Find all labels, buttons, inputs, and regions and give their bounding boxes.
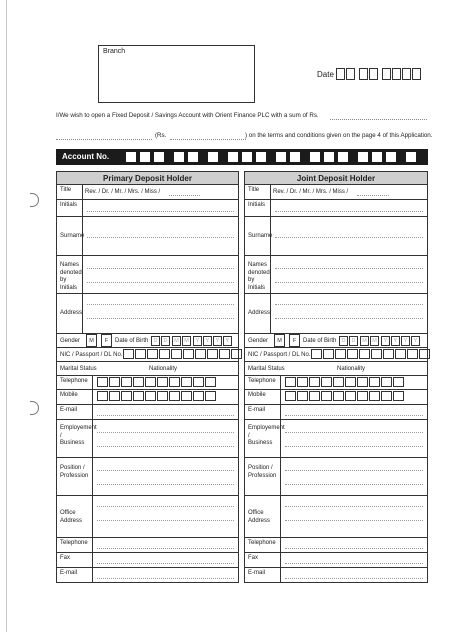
account-digit-box[interactable] (208, 152, 218, 162)
title-field[interactable] (169, 195, 200, 196)
gender-dob-row[interactable] (244, 334, 428, 348)
account-digit-box[interactable] (372, 152, 382, 162)
employment-label-line: Employement / (60, 425, 97, 439)
office-telephone-field[interactable] (97, 548, 234, 549)
dob-box[interactable]: Y (391, 336, 400, 346)
employment-field[interactable] (285, 432, 423, 433)
office-email-row[interactable] (244, 568, 428, 583)
names-label-line: denoted (60, 269, 82, 276)
mobile-row[interactable] (244, 390, 428, 405)
position-label-line: Profession (60, 472, 89, 479)
dob-box[interactable]: M (182, 336, 191, 346)
dob-box[interactable]: Y (381, 336, 390, 346)
nic-row[interactable] (56, 348, 239, 362)
names-field[interactable] (275, 282, 423, 283)
dob-box[interactable]: Y (193, 336, 202, 346)
employment-field[interactable] (285, 446, 423, 447)
initials-row[interactable] (56, 200, 239, 217)
email-row[interactable] (56, 405, 239, 420)
account-digit-box[interactable] (406, 152, 416, 162)
employment-row[interactable] (244, 420, 428, 458)
employment-label (245, 420, 285, 457)
dob-box[interactable]: D (151, 336, 160, 346)
fax-row[interactable] (56, 553, 239, 568)
mobile-label: Mobile (57, 390, 93, 404)
title-label: Title (245, 185, 271, 199)
address-row[interactable] (244, 294, 428, 334)
account-digit-box[interactable] (140, 152, 150, 162)
female-box[interactable]: F (101, 334, 112, 347)
address-row[interactable] (56, 294, 239, 334)
dob-box[interactable]: D (161, 336, 170, 346)
telephone-label: Telephone (245, 376, 281, 389)
names-field[interactable] (87, 282, 234, 283)
office-email-field[interactable] (285, 578, 423, 579)
email-label: E-mail (245, 405, 281, 419)
names-label-line: by Initials (60, 277, 78, 291)
nic-boxes[interactable] (123, 349, 243, 359)
dob-label: Date of Birth (115, 338, 149, 344)
surname-row[interactable] (56, 217, 239, 256)
position-label-line: Position / (248, 465, 273, 471)
fax-field[interactable] (285, 563, 423, 564)
surname-label: Surname (245, 217, 271, 255)
dob-box[interactable]: Y (203, 336, 212, 346)
position-field[interactable] (97, 470, 234, 471)
employment-label-line: Business (60, 440, 85, 446)
nic-label: NIC / Passport / DL No. (248, 352, 311, 358)
dob-box[interactable]: M (360, 336, 369, 346)
account-digit-box[interactable] (256, 152, 266, 162)
date-label: Date (317, 70, 334, 79)
primary-holder-heading: Primary Deposit Holder (56, 171, 239, 185)
title-row[interactable] (56, 185, 239, 200)
employment-row[interactable] (56, 420, 239, 458)
position-field[interactable] (285, 484, 423, 485)
office-telephone-row[interactable] (244, 538, 428, 553)
intro-rs: (Rs. (155, 132, 167, 139)
title-field[interactable] (357, 195, 389, 196)
intro-line-2: ) on the terms and conditions given on the page 4 of this Application. (245, 132, 433, 139)
female-box[interactable]: F (289, 334, 300, 347)
employment-label-line: Business (248, 440, 273, 446)
account-digit-box[interactable] (324, 152, 334, 162)
address-label: Address (245, 294, 271, 333)
mobile-row[interactable] (56, 390, 239, 405)
initials-field[interactable] (87, 211, 234, 212)
page-edge (6, 0, 7, 632)
fax-row[interactable] (244, 553, 428, 568)
telephone-label: Telephone (57, 376, 93, 389)
account-digit-box[interactable] (358, 152, 368, 162)
office-field[interactable] (97, 506, 234, 507)
account-digit-box[interactable] (126, 152, 136, 162)
address-label: Address (57, 294, 83, 333)
account-digit-box[interactable] (386, 152, 396, 162)
branch-label: Branch (103, 48, 126, 55)
names-field[interactable] (87, 268, 234, 269)
amount-field[interactable] (330, 119, 427, 120)
office-email-label: E-mail (245, 568, 281, 582)
address-field[interactable] (87, 304, 234, 305)
address-field[interactable] (275, 304, 423, 305)
account-digit-box[interactable] (242, 152, 252, 162)
title-options: Rev. / Dr. / Mr. / Mrs. / Miss / (273, 189, 349, 195)
position-field[interactable] (285, 470, 423, 471)
names-initials-label (57, 256, 83, 293)
position-row[interactable] (56, 458, 239, 496)
office-label-line: Office (248, 510, 264, 516)
names-label-line: Names (248, 262, 268, 268)
intro-line-1: I/We wish to open a Fixed Deposit / Savings Account with Orient Finance PLC with a sum of Rs. (56, 112, 319, 119)
office-email-field[interactable] (97, 578, 234, 579)
account-digit-box[interactable] (290, 152, 300, 162)
marital-label: Marital Status (248, 366, 285, 372)
account-digit-box[interactable] (276, 152, 286, 162)
office-label (57, 496, 93, 537)
names-field[interactable] (275, 268, 423, 269)
surname-field[interactable] (275, 237, 423, 238)
telephone-boxes[interactable] (285, 377, 405, 387)
title-row[interactable] (244, 185, 428, 200)
dob-box[interactable]: D (339, 336, 348, 346)
dob-box[interactable]: D (349, 336, 358, 346)
surname-field[interactable] (87, 237, 234, 238)
fax-field[interactable] (97, 563, 234, 564)
names-label-line: by Initials (248, 277, 266, 291)
marital-row[interactable] (244, 362, 428, 376)
male-box[interactable]: M (86, 334, 97, 347)
account-number-bar (56, 149, 428, 165)
account-digit-box[interactable] (174, 152, 184, 162)
office-label (245, 496, 281, 537)
mobile-label: Mobile (245, 390, 281, 404)
joint-holder-section (244, 171, 428, 583)
names-initials-label (245, 256, 271, 293)
office-address-row[interactable] (244, 496, 428, 538)
employment-label-line: Employement / (248, 425, 285, 439)
account-digit-box[interactable] (310, 152, 320, 162)
dob-box[interactable]: M (172, 336, 181, 346)
email-field[interactable] (97, 415, 234, 416)
office-label-line: Address (248, 517, 271, 524)
office-address-row[interactable] (56, 496, 239, 538)
gender-label: Gender (248, 338, 269, 344)
account-no-label: Account No. (62, 152, 110, 161)
dob-box[interactable]: Y (401, 336, 410, 346)
employment-field[interactable] (97, 432, 234, 433)
title-options: Rev. / Dr. / Mr. / Mrs. / Miss / (85, 189, 161, 195)
position-field[interactable] (97, 484, 234, 485)
employment-label (57, 420, 97, 457)
names-label-line: Names (60, 262, 80, 268)
office-field[interactable] (285, 520, 423, 521)
mobile-boxes[interactable] (285, 391, 405, 401)
surname-row[interactable] (244, 217, 428, 256)
gender-dob-row[interactable] (56, 334, 239, 348)
title-label: Title (57, 185, 83, 199)
office-email-label: E-mail (57, 568, 93, 582)
gender-label: Gender (60, 338, 81, 344)
joint-holder-heading: Joint Deposit Holder (244, 171, 428, 185)
dob-box[interactable]: Y (411, 336, 420, 346)
office-telephone-label: Telephone (245, 538, 281, 552)
office-telephone-row[interactable] (56, 538, 239, 553)
surname-label: Surname (57, 217, 83, 255)
male-box[interactable]: M (274, 334, 285, 347)
position-label-line: Profession (248, 472, 277, 479)
dob-box[interactable]: M (370, 336, 379, 346)
initials-row[interactable] (244, 200, 428, 217)
amount-words-field[interactable] (56, 139, 152, 140)
punch-hole-icon (30, 401, 39, 415)
employment-field[interactable] (97, 446, 234, 447)
position-label (245, 458, 281, 495)
amount-figure-field[interactable] (170, 139, 246, 140)
position-label-line: Position / (60, 465, 85, 471)
nationality-label: Nationality (149, 366, 178, 372)
nic-row[interactable] (244, 348, 428, 362)
email-field[interactable] (285, 415, 423, 416)
fax-label: Fax (57, 553, 93, 567)
mobile-boxes[interactable] (97, 391, 217, 401)
marital-row[interactable] (56, 362, 239, 376)
office-field[interactable] (285, 506, 423, 507)
address-field[interactable] (275, 318, 423, 319)
fax-label: Fax (245, 553, 281, 567)
dob-box[interactable]: Y (213, 336, 222, 346)
names-initials-row[interactable] (56, 256, 239, 294)
names-initials-row[interactable] (244, 256, 428, 294)
account-digit-box[interactable] (228, 152, 238, 162)
office-telephone-field[interactable] (285, 548, 423, 549)
branch-box[interactable] (98, 45, 255, 103)
initials-field[interactable] (275, 211, 423, 212)
dob-box[interactable]: Y (223, 336, 232, 346)
position-row[interactable] (244, 458, 428, 496)
nic-boxes[interactable] (311, 349, 431, 359)
initials-label: Initials (245, 200, 271, 216)
office-label-line: Address (60, 517, 83, 524)
marital-label: Marital Status (60, 366, 97, 372)
date-boxes[interactable] (336, 68, 422, 80)
address-field[interactable] (87, 318, 234, 319)
account-digit-box[interactable] (154, 152, 164, 162)
office-email-row[interactable] (56, 568, 239, 583)
email-row[interactable] (244, 405, 428, 420)
office-label-line: Office (60, 510, 76, 516)
account-digit-box[interactable] (188, 152, 198, 162)
telephone-row[interactable] (56, 376, 239, 390)
email-label: E-mail (57, 405, 93, 419)
position-label (57, 458, 93, 495)
telephone-boxes[interactable] (97, 377, 217, 387)
primary-holder-section (56, 171, 239, 583)
office-telephone-label: Telephone (57, 538, 93, 552)
office-field[interactable] (97, 520, 234, 521)
names-label-line: denoted (248, 269, 270, 276)
account-digit-box[interactable] (338, 152, 348, 162)
punch-hole-icon (30, 193, 39, 207)
nic-label: NIC / Passport / DL No. (60, 352, 123, 358)
dob-label: Date of Birth (303, 338, 337, 344)
initials-label: Initials (57, 200, 83, 216)
telephone-row[interactable] (244, 376, 428, 390)
nationality-label: Nationality (337, 366, 366, 372)
